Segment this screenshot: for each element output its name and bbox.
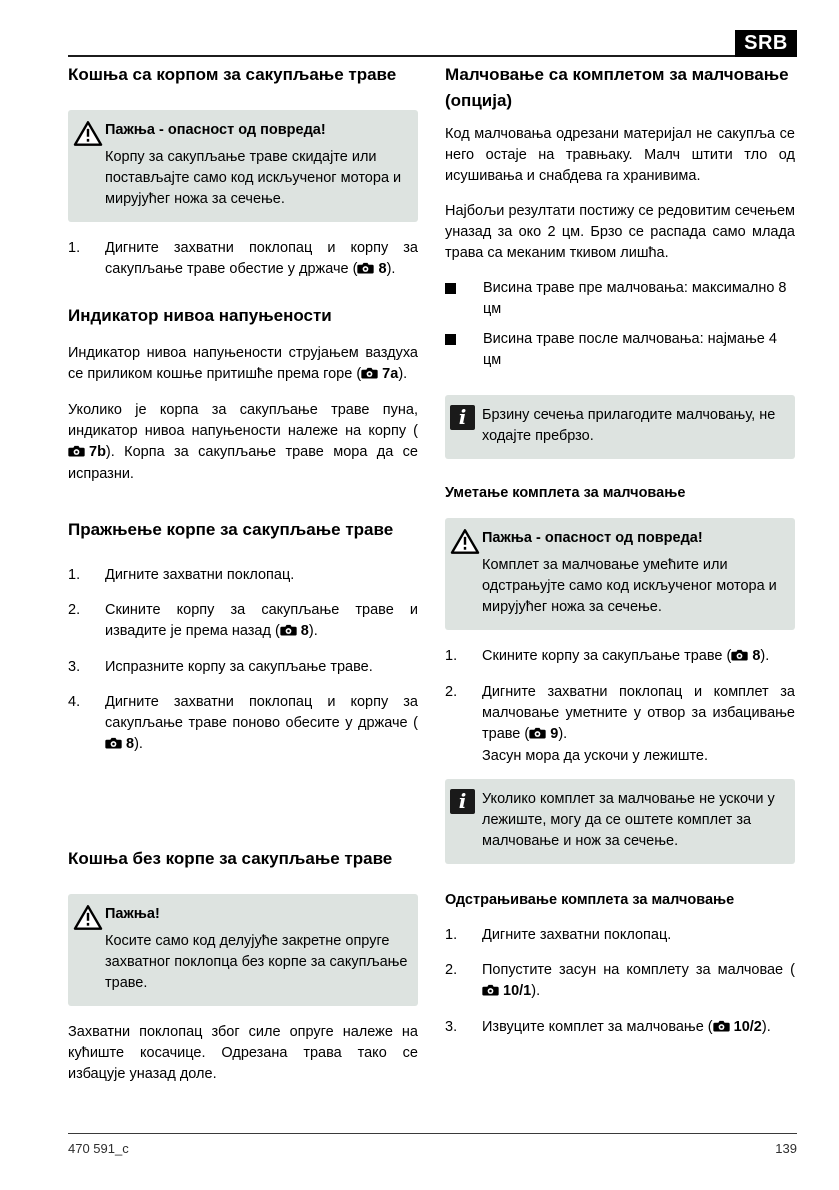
paragraph: Уколико је корпа за сакупљање траве пуна, индикатор нивоа напуњености належе на корпу (7b). Корпа за сакупљање траве мора да се испразни. (68, 402, 418, 482)
step-continuation: Засун мора да ускочи у лежиште. (482, 748, 709, 764)
warning-box (445, 518, 795, 630)
warning-title: Пажња! (105, 906, 160, 922)
section-heading: Кошња са корпом за сакупљање траве (68, 65, 397, 84)
list-item: 1. Дигните захватни поклопац. (445, 927, 672, 943)
camera-icon (68, 443, 85, 464)
left-column (68, 62, 418, 1099)
paragraph: Код малчовања одрезани материјал не сакупља се него остаје на травњаку. Малч штити тло од исушивања и снабдева га хранивима. (445, 126, 795, 184)
figure-reference: 7a (361, 366, 398, 382)
warning-box (68, 894, 418, 1006)
info-box (445, 779, 795, 864)
list-item: 4. Дигните захватни поклопац и корпу за сакупљање траве поново обесите у држаче (8). (68, 692, 418, 756)
info-box (445, 395, 795, 459)
subsection-heading: Уметање комплета за малчовање (445, 485, 686, 501)
info-body: Брзину сечења прилагодите малчовању, не ходајте пребрзо. (482, 407, 776, 444)
camera-icon (105, 735, 122, 756)
page-number: 139 (775, 1141, 797, 1156)
paragraph: Захватни поклопац због силе опруге належе на кућиште косачице. Одрезана трава тако се избацује уназад доле. (68, 1024, 418, 1082)
square-bullet-icon (445, 334, 456, 345)
warning-body: Корпу за сакупљање траве скидајте или постављајте само код искљученог мотора и мирујућег ножа за сечење. (105, 149, 402, 207)
warning-title: Пажња - опасност од повреда! (105, 122, 326, 138)
list-item: 2. Попустите засун на комплету за малчовае (10/1). (445, 960, 795, 1003)
section-heading: Пражњење корпе за сакупљање траве (68, 520, 394, 539)
camera-icon (482, 982, 499, 1003)
figure-reference: 8 (731, 648, 760, 664)
list-item: 3. Испразните корпу за сакупљање траве. (68, 659, 373, 675)
warning-triangle-icon (73, 120, 103, 154)
section-heading: Малчовање са комплетом за малчовање (опција) (445, 65, 789, 110)
warning-body: Косите само код делујуће закретне опруге захватног поклопца без корпе за сакупљање траве. (105, 933, 408, 991)
figure-reference: 10/1 (482, 983, 531, 999)
figure-reference: 8 (280, 623, 309, 639)
bullet-item: Висина траве после малчовања: најмање 4 цм (445, 329, 795, 371)
warning-triangle-icon (73, 904, 103, 938)
list-item: 2. Дигните захватни поклопац и комплет за малчовање уметните у отвор за избацивање траве ( 9). Засун мора да ускочи у лежиште. (445, 682, 795, 767)
info-icon: i (450, 405, 475, 431)
camera-icon (713, 1018, 730, 1039)
subsection-heading: Одстрањивање комплета за малчовање (445, 892, 735, 908)
bullet-list (445, 278, 795, 371)
section-heading: Кошња без корпе за сакупљање траве (68, 849, 393, 868)
list-item: 1. Дигните захватни поклопац и корпу за сакупљање траве обестие у држаче ( 8). (68, 238, 418, 281)
right-column (445, 62, 795, 1099)
language-badge: SRB (735, 30, 797, 57)
list-item: 2. Скините корпу за сакупљање траве и извадите је према назад ( 8). (68, 600, 418, 643)
square-bullet-icon (445, 283, 456, 294)
section-heading: Индикатор нивоа напуњености (68, 306, 332, 325)
warning-title: Пажња - опасност од повреда! (482, 530, 703, 546)
figure-reference: 10/2 (713, 1019, 762, 1035)
top-rule (68, 55, 797, 57)
bullet-item: Висина траве пре малчовања: максимално 8 цм (445, 278, 795, 320)
figure-reference: 8 (357, 261, 386, 277)
paragraph: Најбољи резултати постижу се редовитим сечењем уназад за око 2 цм. Брзо се распада само млада трава са меканим ткивом лишћа. (445, 203, 795, 261)
camera-icon (361, 365, 378, 386)
figure-reference: 8 (105, 736, 134, 752)
figure-reference: 9 (529, 726, 558, 742)
warning-triangle-icon (450, 528, 480, 562)
camera-icon (731, 647, 748, 668)
figure-reference: 7b (68, 444, 106, 460)
footer-rule (68, 1133, 797, 1134)
list-item: 3. Извуците комплет за малчовање ( 10/2). (445, 1017, 795, 1039)
warning-box (68, 110, 418, 222)
warning-body: Комплет за малчовање умећите или одстрањујте само код искљученог мотора и мирујућег ножа за сечење. (482, 557, 777, 615)
info-body: Уколико комплет за малчовање не ускочи у лежиште, могу да се оштете комплет за малчовање и нож за сечење. (482, 791, 775, 849)
list-item: 1. Скините корпу за сакупљање траве ( 8). (445, 646, 795, 668)
camera-icon (357, 260, 374, 281)
document-number: 470 591_c (68, 1141, 129, 1156)
content-columns (68, 62, 795, 1099)
paragraph: Индикатор нивоа напуњености струјањем ваздуха се приликом кошње притишће према горе ( 7a). (68, 343, 418, 386)
camera-icon (280, 622, 297, 643)
info-icon: i (450, 789, 475, 815)
camera-icon (529, 725, 546, 746)
list-item: 1. Дигните захватни поклопац. (68, 567, 295, 583)
